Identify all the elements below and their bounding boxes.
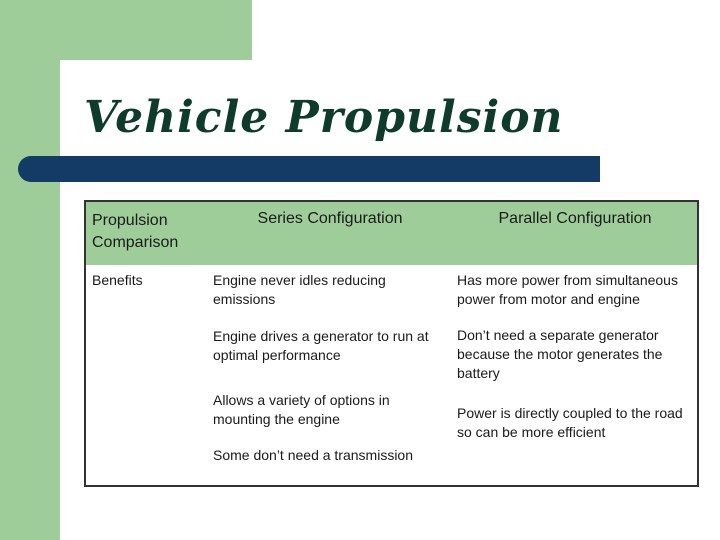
parallel-benefits-cell (451, 265, 698, 486)
series-benefit-item: Some don’t need a transmission (213, 447, 413, 463)
row-label-benefits: Benefits (92, 272, 143, 288)
series-benefits-cell (207, 265, 451, 486)
series-benefit-item: Engine drives a generator to run at optimal performance (213, 328, 429, 363)
header-parallel-configuration: Parallel Configuration (451, 201, 698, 265)
slide-title: Vehicle Propulsion (84, 92, 564, 143)
header-propulsion-comparison: Propulsion Comparison (85, 201, 207, 265)
parallel-benefit-item: Power is directly coupled to the road so can be more efficient (457, 405, 683, 440)
top-accent-band (0, 0, 252, 60)
left-accent-band (0, 0, 60, 540)
parallel-benefit-item: Has more power from simultaneous power from motor and engine (457, 272, 678, 307)
series-benefit-item: Engine never idles reducing emissions (213, 272, 386, 307)
comparison-table (84, 200, 699, 487)
table-row (85, 265, 698, 486)
title-underline-bar (18, 156, 600, 182)
table-header-row (85, 201, 698, 265)
series-benefit-item: Allows a variety of options in mounting the engine (213, 392, 390, 427)
parallel-benefit-item: Don’t need a separate generator because the motor generates the battery (457, 327, 663, 381)
header-series-configuration: Series Configuration (207, 201, 451, 265)
